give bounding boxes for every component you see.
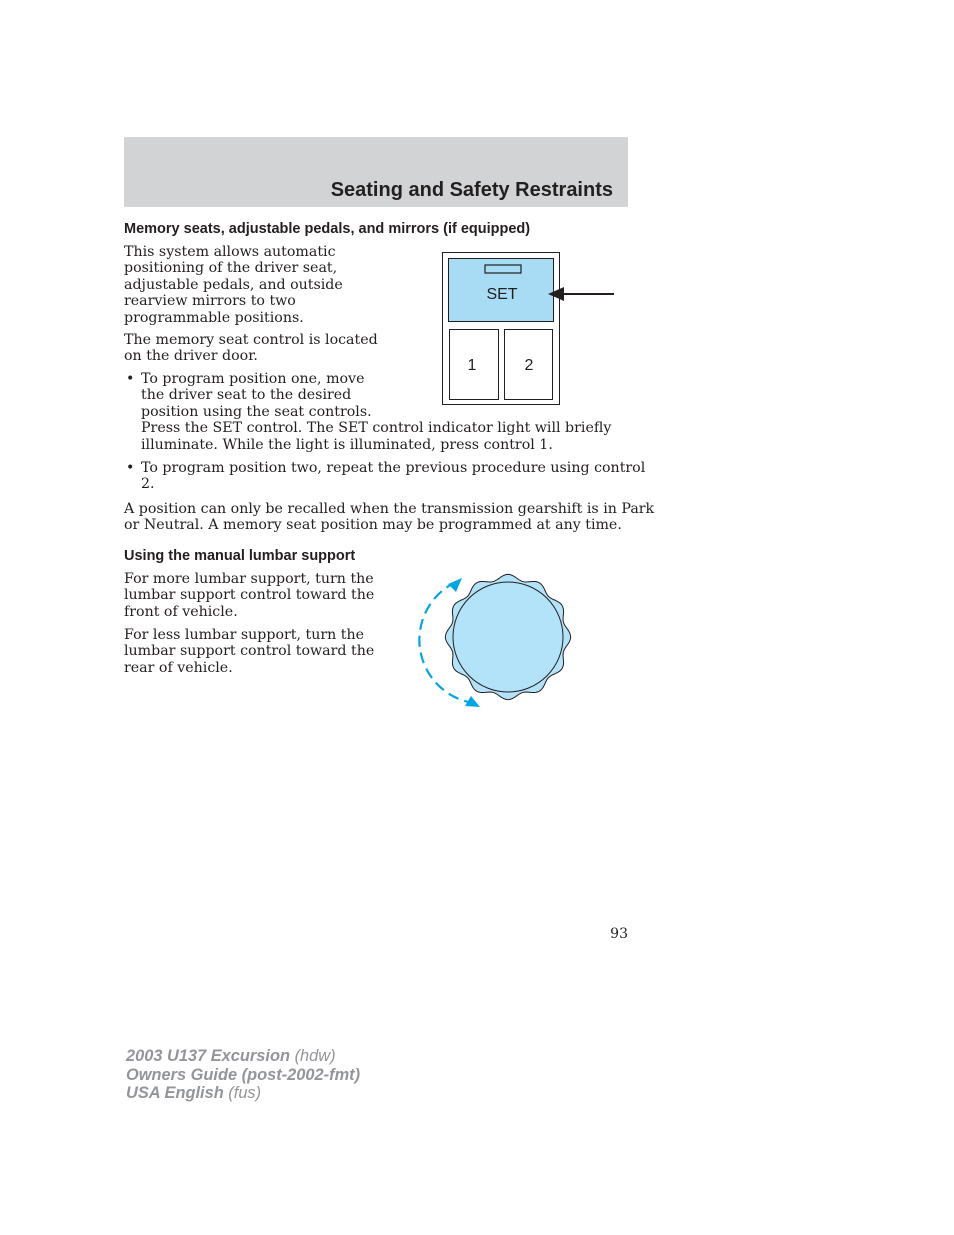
program-position-two-bullet: To program position two, repeat the previous procedure using control 2. [141,460,646,493]
bullet-marker: • [126,371,135,387]
more-lumbar-paragraph: For more lumbar support, turn the lumbar support control toward the front of vehicle. [124,571,375,620]
document-footer [126,1047,360,1103]
lumbar-knob-illustration [418,568,578,716]
recall-condition-paragraph: A position can only be recalled when the transmission gearshift is in Park or Neutral. A memory seat position may be programmed at any time. [124,501,655,534]
memory-seats-heading: Memory seats, adjustable pedals, and mirrors (if equipped) [124,221,531,237]
footer-model: 2003 U137 Excursion [126,1047,291,1065]
memory-button-1-label: 1 [467,357,477,374]
page-number: 93 [610,926,628,942]
footer-language-code: (fus) [223,1084,262,1103]
memory-seat-control-illustration [438,248,618,408]
memory-system-paragraph: This system allows automatic positioning of the driver seat, adjustable pedals, and outside rearview mirrors to two programmable positions. [124,244,343,326]
memory-button-2-label: 2 [524,357,534,374]
section-header-band [124,137,628,207]
section-title: Seating and Safety Restraints [330,179,613,201]
rotate-forward-arrow-icon [448,578,462,592]
lumbar-support-heading: Using the manual lumbar support [124,548,356,564]
set-indicator-light-icon [485,265,521,273]
footer-model-code: (hdw) [290,1047,336,1065]
footer-guide: Owners Guide (post-2002-fmt) [126,1065,361,1084]
less-lumbar-paragraph: For less lumbar support, turn the lumbar support control toward the rear of vehicle. [124,627,375,676]
control-location-paragraph: The memory seat control is located on the driver door. [124,332,378,365]
program-position-one-bullet: To program position one, move the driver seat to the desired position using the seat controls. Press the SET control. The SET control indicator light will briefly illuminate. While the light is illuminated, press control 1. [141,371,612,453]
lumbar-knob-icon [445,574,570,699]
bullet-marker: • [126,460,135,476]
footer-language: USA English [126,1084,224,1103]
set-button-label: SET [486,286,518,303]
